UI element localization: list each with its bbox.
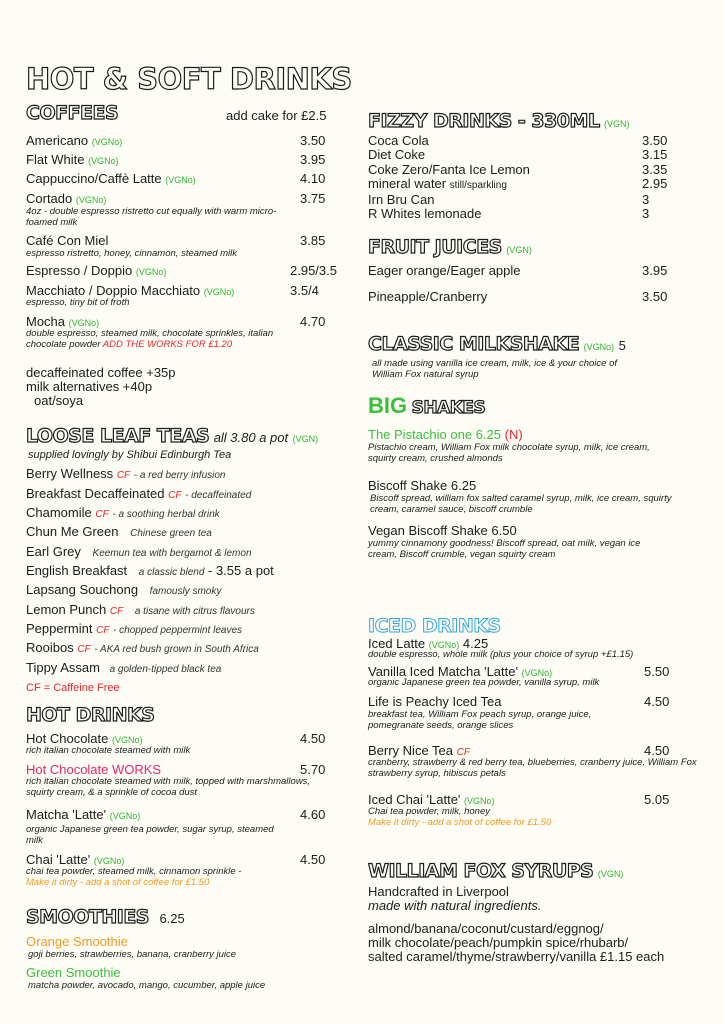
juice-item: Pineapple/Cranberry [368,289,488,304]
tea-item: English Breakfast a classic blend - 3.55 a pot [26,563,274,578]
price: 4.50 [644,694,670,709]
tea-item: Lapsang Souchong famously smoky [26,582,222,597]
iced-item: Vanilla Iced Matcha 'Latte' (VGNo) [368,664,553,679]
menu-item: Chai 'Latte' (VGNo) [26,852,125,867]
syrups-flavours: almond/banana/coconut/custard/eggnog/ milk chocolate/peach/pumpkin spice/rhubarb/ salted caramel/thyme/strawberry/vanilla £1.15 each [368,921,665,964]
tea-item: Peppermint CF - chopped peppermint leaves [26,621,243,636]
price: 4.50 [300,852,326,867]
menu-item: Café Con Miel [26,233,109,248]
menu-item: Flat White (VGNo) [26,152,119,167]
item-description: cranberry, strawberry & red berry tea, blueberries, cranberry juice, William Fox strawberry syrup, hibiscus petals [368,757,697,779]
fizzy-item: Diet Coke 3.15 [368,147,668,163]
item-description: Biscoff spread, william fox salted caramel syrup, milk, ice cream, squirty cream, caramel sauce, biscoff crumble [370,493,672,515]
menu-item: Hot Chocolate WORKS [26,762,162,777]
fizzy-item: R Whites lemonade 3 [368,206,650,222]
menu-item: Mocha (VGNo) [26,314,100,329]
iced-item: Iced Latte (VGNo) 4.25 [368,636,489,651]
fizzy-item: mineral water still/sparkling 2.95 [368,175,668,191]
milkshake-header: CLASSIC MILKSHAKE (VGNo) 5 [368,333,626,355]
hot-drinks-title: HOT DRINKS [26,704,155,726]
coffees-title: COFFEES [26,102,119,124]
item-description: yummy cinnamony goodness! Biscoff spread, oat milk, vegan ice cream, Biscoff crumble, vegan squirty cream [368,538,641,560]
tea-item: Chamomile CF - a soothing herbal drink [26,505,220,520]
item-description: espresso ristretto, honey, cinnamon, steamed milk [26,248,238,259]
shake-item: Vegan Biscoff Shake 6.50 [368,523,517,538]
item-description: rich italian chocolate steamed with milk [26,745,191,756]
juice-item: Eager orange/Eager apple [368,263,521,278]
iced-item: Iced Chai 'Latte' (VGNo) [368,792,495,807]
syrups-line1: Handcrafted in Liverpool [368,884,509,899]
item-description: organic Japanese green tea powder, sugar syrup, steamed milk [26,824,274,846]
shake-item: The Pistachio one 6.25 (N) [368,427,523,442]
tea-item: Chun Me Green Chinese green tea [26,524,212,539]
fizzy-item: Coke Zero/Fanta Ice Lemon 3.35 [368,161,668,177]
fizzy-header: FIZZY DRINKS - 330ML (VGN) [368,110,630,132]
tea-item: Tippy Assam a golden-tipped black tea [26,660,222,675]
syrups-header: WILLIAM FOX SYRUPS (VGN) [368,860,624,882]
price: 4.50 [644,743,670,758]
tea-item: Berry Wellness CF - a red berry infusion [26,466,226,481]
item-description: chai tea powder, steamed milk, cinnamon sprinkle - [26,866,242,877]
item-description: goji berries, strawberries, banana, cranberry juice [28,949,237,960]
fizzy-list [368,134,678,222]
big-shakes-header: BIG SHAKES [368,393,486,418]
price: 3.50 [642,289,668,304]
tea-item: Rooibos CF - AKA red bush grown in South Africa [26,640,259,655]
menu-item: Cortado (VGNo) [26,191,107,206]
smoothie-item: Orange Smoothie [26,934,128,949]
price: 5.70 [300,762,326,777]
smoothies-header: SMOOTHIES 6.25 [26,906,185,928]
iced-title: ICED DRINKS [368,615,501,637]
price: 2.95/3.5 [290,263,337,278]
tea-item: Lemon Punch CF a tisane with citrus flavours [26,602,255,617]
price: 3.50 [300,133,326,148]
item-extra: Make it dirty - add a shot of coffee for £1.50 [26,877,210,888]
menu-item: Espresso / Doppio (VGNo) [26,263,167,278]
item-description: double espresso, steamed milk, chocolate sprinkles, italian chocolate powder ADD THE WORKS FOR £1.20 [26,328,274,350]
fizzy-item: Irn Bru Can 3 [368,192,650,208]
item-description: double espresso, whole milk (plus your choice of syrup +£1.15) [368,649,634,660]
tea-item: Breakfast Decaffeinated CF - decaffeinated [26,486,252,501]
main-title: HOT & SOFT DRINKS [26,62,352,96]
coffees-footer: decaffeinated coffee +35p milk alternatives +40p oat/soya [26,365,176,408]
price: 5.50 [644,664,670,679]
price: 5.05 [644,792,670,807]
tea-item: Earl Grey Keemun tea with bergamot & lemon [26,544,252,559]
price: 3.75 [300,191,326,206]
item-description: breakfast tea, William Fox peach syrup, orange juice, pomegranate seeds, orange slices [368,709,592,731]
teas-supplied: supplied lovingly by Shibui Edinburgh Tea [28,449,232,461]
price: 4.70 [300,314,326,329]
menu-item: Matcha 'Latte' (VGNo) [26,807,141,822]
price: 3.95 [642,263,668,278]
syrups-line2: made with natural ingredients. [368,898,542,913]
coffees-note: add cake for £2.5 [226,108,327,123]
price: 3.95 [300,152,326,167]
menu-item: Americano (VGNo) [26,133,123,148]
price: 4.10 [300,171,326,186]
item-description: Pistachio cream, William Fox milk chocolate syrup, milk, ice cream, squirty cream, crushed almonds [368,442,650,464]
menu-item: Macchiato / Doppio Macchiato (VGNo) [26,283,235,298]
fizzy-item: Coca Cola 3.50 [368,133,668,148]
smoothie-item: Green Smoothie [26,965,121,980]
item-description: espresso, tiny bit of froth [26,297,130,308]
price: 3.85 [300,233,326,248]
iced-item: Berry Nice Tea CF [368,743,470,758]
milkshake-description: all made using vanilla ice cream, milk, ice & your choice of William Fox natural syrup [372,358,617,380]
menu-item: Cappuccino/Caffè Latte (VGNo) [26,171,196,186]
price: 4.60 [300,807,326,822]
teas-header: LOOSE LEAF TEAS all 3.80 a pot (VGN) [26,425,319,447]
item-extra: Make it dirty - add a shot of coffee for £1.50 [368,817,552,828]
item-description: Chai tea powder, milk, honey [368,806,490,817]
item-description: organic Japanese green tea powder, vanilla syrup, milk [368,677,600,688]
item-description: 4oz - double espresso ristretto cut equally with warm micro-foamed milk [26,206,277,228]
cf-legend: CF = Caffeine Free [26,682,120,694]
price: 3.5/4 [290,283,319,298]
item-description: matcha powder, avocado, mango, cucumber, apple juice [28,980,266,991]
item-description: rich italian chocolate steamed with milk, topped with marshmallows, squirty cream, & a sprinkle of cocoa dust [26,776,311,798]
juices-header: FRUIT JUICES (VGN) [368,236,532,258]
menu-item: Hot Chocolate (VGNo) [26,731,143,746]
shake-item: Biscoff Shake 6.25 [368,478,477,493]
price: 4.50 [300,731,326,746]
iced-item: Life is Peachy Iced Tea [368,694,502,709]
